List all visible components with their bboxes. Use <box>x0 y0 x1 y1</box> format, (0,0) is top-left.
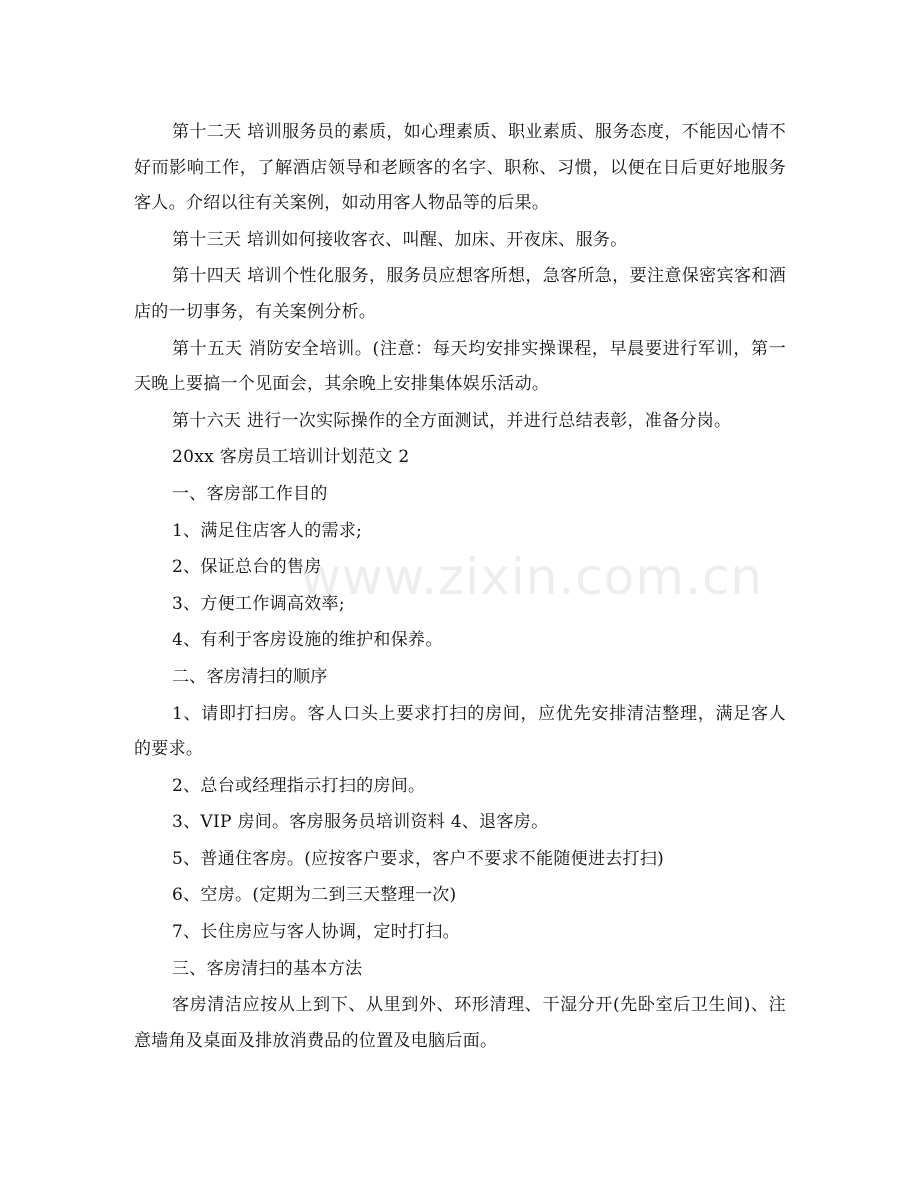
list-item: 6、空房。(定期为二到三天整理一次) <box>172 885 457 906</box>
section-title: 20xx 客房员工培训计划范文 2 <box>172 447 410 468</box>
list-item: 4、有利于客房设施的维护和保养。 <box>172 630 443 651</box>
list-item: 3、方便工作调高效率; <box>172 593 345 614</box>
list-item: 7、长住房应与客人协调，定时打扫。 <box>172 922 460 943</box>
list-item: 1、满足住店客人的需求; <box>172 520 363 541</box>
paragraph: 客房清洁应按从上到下、从里到外、环形清理、干湿分开(先卧室后卫生间)、注意墙角及桌面及排放消费品的位置及电脑后面。 <box>134 995 786 1051</box>
list-item: 2、保证总台的售房 <box>172 557 322 578</box>
section-heading: 二、客房清扫的顺序 <box>172 666 328 687</box>
list-item: 1、请即打扫房。客人口头上要求打扫的房间，应优先安排清洁整理，满足客人的要求。 <box>134 703 786 760</box>
paragraph: 第十五天 消防安全培训。(注意：每天均安排实操课程，早晨要进行军训，第一天晚上要搞一个见面会，其余晚上安排集体娱乐活动。 <box>134 338 786 395</box>
list-item: 5、普通住客房。(应按客户要求，客户不要求不能随便进去打扫) <box>172 848 665 869</box>
paragraph: 第十二天 培训服务员的素质，如心理素质、职业素质、服务态度，不能因心情不好而影响工作，了解酒店领导和老顾客的名字、职称、习惯，以便在日后更好地服务客人。介绍以往有关案例，如动用客人物品等的后果。 <box>134 122 786 214</box>
paragraph: 第十四天 培训个性化服务，服务员应想客所想，急客所急，要注意保密宾客和酒店的一切事务，有关案例分析。 <box>134 266 786 322</box>
paragraph: 第十三天 培训如何接收客衣、叫醒、加床、开夜床、服务。 <box>172 229 628 250</box>
list-item: 2、总台或经理指示打扫的房间。 <box>172 775 426 796</box>
section-heading: 一、客房部工作目的 <box>172 483 328 504</box>
paragraph: 第十六天 进行一次实际操作的全方面测试，并进行总结表彰，准备分岗。 <box>172 410 732 431</box>
section-heading: 三、客房清扫的基本方法 <box>172 958 363 979</box>
document-body <box>134 115 786 1060</box>
list-item: 3、VIP 房间。客房服务员培训资料 4、退客房。 <box>172 812 549 833</box>
watermark: www.zixin.com.cn <box>300 548 764 606</box>
